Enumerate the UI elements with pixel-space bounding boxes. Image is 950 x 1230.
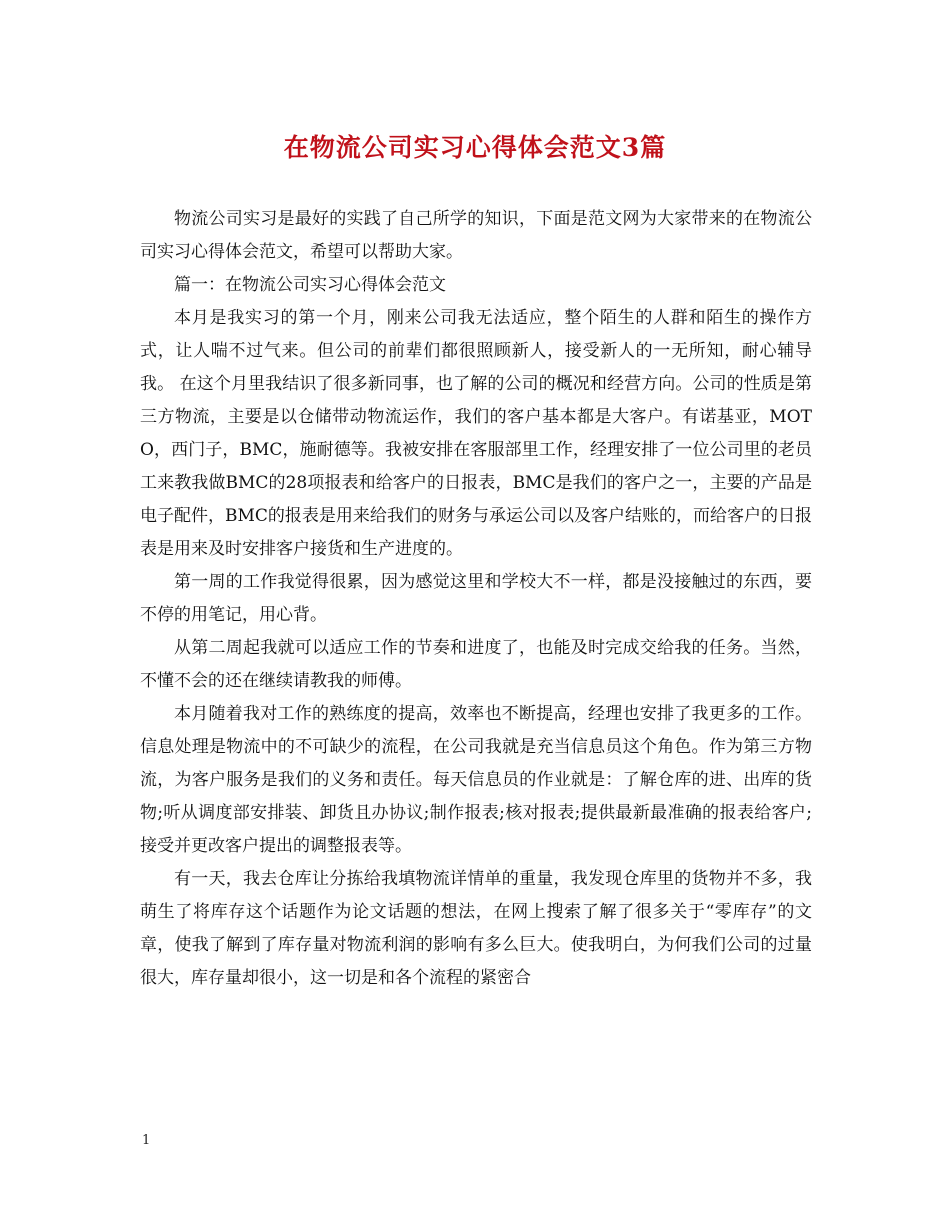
paragraph: 从第二周起我就可以适应工作的节奏和进度了，也能及时完成交给我的任务。当然，不懂不会的还在继续请教我的师傅。 [140, 638, 812, 691]
paragraph: 本月随着我对工作的熟练度的提高，效率也不断提高，经理也安排了我更多的工作。信息处理是物流中的不可缺少的流程，在公司我就是充当信息员这个角色。作为第三方物流，为客户服务是我们的义务和责任。每天信息员的作业就是：了解仓库的进、出库的货物;听从调度部安排装、卸货且办协议;制作报表;核对报表;提供最新最准确的报表给客户;接受并更改客户提出的调整报表等。 [140, 704, 812, 856]
paragraph: 有一天，我去仓库让分拣给我填物流详情单的重量，我发现仓库里的货物并不多，我萌生了将库存这个话题作为论文话题的想法，在网上搜索了解了很多关于“零库存”的文章，使我了解到了库存量对物流利润的影响有多么巨大。使我明白，为何我们公司的过量很大，库存量却很小，这一切是和各个流程的紧密合 [140, 869, 812, 988]
section-heading: 篇一：在物流公司实习心得体会范文 [174, 275, 446, 295]
page-number: 1 [142, 1133, 151, 1148]
paragraph: 本月是我实习的第一个月，刚来公司我无法适应，整个陌生的人群和陌生的操作方式，让人喘不过气来。但公司的前辈们都很照顾新人，接受新人的一无所知，耐心辅导我。 在这个月里我结识了很多新同事，也了解的公司的概况和经营方向。公司的性质是第三方物流，主要是以仓储带动物流运作，我们的客户基本都是大客户。有诺基亚，MOTO，西门子，BMC，施耐德等。我被安排在客服部里工作，经理安排了一位公司里的老员工来教我做BMC的28项报表和给客户的日报表，BMC是我们的客户之一，主要的产品是电子配件，BMC的报表是用来给我们的财务与承运公司以及客户结账的，而给客户的日报表是用来及时安排客户接货和生产进度的。 [140, 308, 812, 559]
paragraph-intro: 物流公司实习是最好的实践了自己所学的知识，下面是范文网为大家带来的在物流公司实习心得体会范文，希望可以帮助大家。 [140, 209, 812, 262]
document-title: 在物流公司实习心得体会范文3篇 [283, 133, 667, 162]
paragraph: 第一周的工作我觉得很累，因为感觉这里和学校大不一样，都是没接触过的东西，要不停的用笔记，用心背。 [140, 572, 812, 625]
document-body [140, 203, 812, 995]
